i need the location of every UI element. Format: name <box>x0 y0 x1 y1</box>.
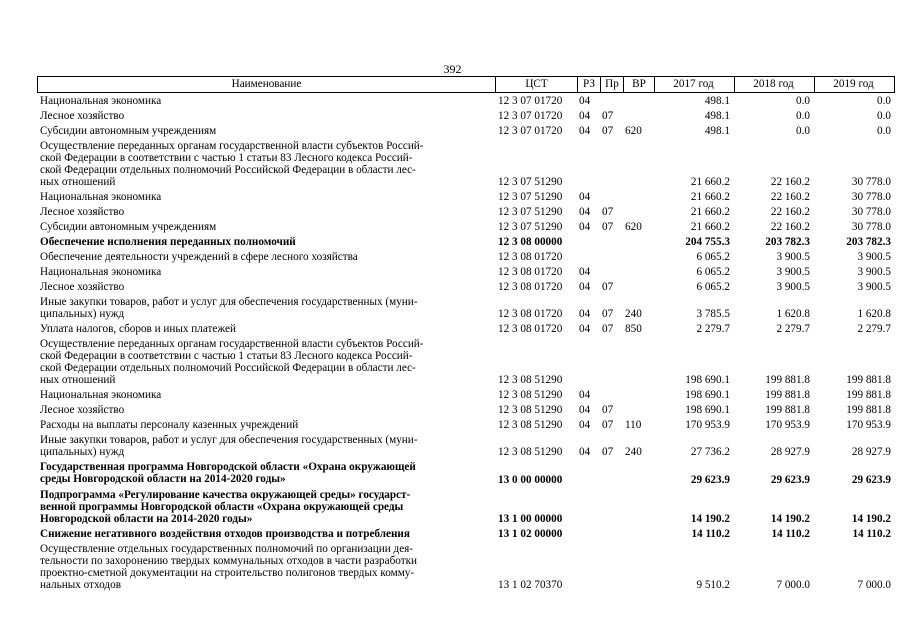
row-2017: 2 279.7 <box>696 323 730 336</box>
row-rz: 04 <box>579 323 591 336</box>
row-name: Обеспечение исполнения переданных полномочий <box>40 236 296 248</box>
row-2018: 22 160.2 <box>770 176 810 188</box>
row-rz: 04 <box>579 308 591 321</box>
row-cst: 12 3 07 51290 <box>498 206 563 218</box>
table-header <box>37 76 895 93</box>
row-2018: 14 190.2 <box>770 513 810 526</box>
row-name: Иные закупки товаров, работ и услуг для обеспечения государственных (муни- ципальных) нужд <box>40 296 418 321</box>
row-pr: 07 <box>602 323 614 336</box>
row-cst: 13 1 02 00000 <box>498 528 563 541</box>
row-cst: 12 3 07 01720 <box>498 95 563 107</box>
header-2019: 2019 год <box>814 77 895 92</box>
row-2017: 498.1 <box>704 95 730 107</box>
row-2018: 29 623.9 <box>770 473 810 486</box>
row-2018: 0.0 <box>796 95 810 107</box>
row-2018: 22 160.2 <box>770 206 810 218</box>
row-2017: 9 510.2 <box>696 579 730 592</box>
row-2018: 28 927.9 <box>770 446 810 459</box>
row-name: Государственная программа Новгородской области «Охрана окружающей среды Новгородской области на 2014-2020 годы» <box>40 461 416 486</box>
row-2019: 7 000.0 <box>857 579 891 592</box>
row-vr: 620 <box>625 221 642 233</box>
row-2017: 21 660.2 <box>690 221 730 233</box>
row-cst: 12 3 07 51290 <box>498 191 563 203</box>
row-cst: 13 1 02 70370 <box>498 579 563 592</box>
row-2018: 0.0 <box>796 125 810 137</box>
row-cst: 12 3 08 51290 <box>498 374 563 387</box>
row-name: Субсидии автономным учреждениям <box>40 125 217 137</box>
row-name: Обеспечение деятельности учреждений в сфере лесного хозяйства <box>40 251 358 264</box>
row-rz: 04 <box>579 110 591 122</box>
row-2018: 199 881.8 <box>765 389 810 402</box>
row-2017: 21 660.2 <box>690 206 730 218</box>
header-cst: ЦСТ <box>495 77 577 92</box>
row-2018: 2 279.7 <box>776 323 810 336</box>
table-row <box>37 138 895 189</box>
row-2019: 170 953.9 <box>846 419 891 432</box>
row-2017: 204 755.3 <box>685 236 730 249</box>
row-rz: 04 <box>579 191 591 203</box>
row-pr: 07 <box>602 419 614 432</box>
row-2017: 198 690.1 <box>685 389 730 402</box>
row-name: Национальная экономика <box>40 191 162 203</box>
table-row <box>37 219 895 234</box>
row-cst: 12 3 08 51290 <box>498 419 563 432</box>
row-2019: 199 881.8 <box>846 374 891 387</box>
table-row <box>37 108 895 123</box>
table-row <box>37 487 895 527</box>
row-cst: 12 3 08 01720 <box>498 308 563 321</box>
row-cst: 12 3 08 01720 <box>498 266 563 279</box>
row-rz: 04 <box>579 125 591 137</box>
table-row <box>37 294 895 321</box>
row-name: Расходы на выплаты персоналу казенных учреждений <box>40 419 299 432</box>
row-name: Лесное хозяйство <box>40 110 125 122</box>
row-name: Осуществление отдельных государственных полномочий по организации дея- тельности по захоронению твердых коммунальных отходов в части разработки проектно-сметной документации на строительство полигонов твердых комму- нальных отходов <box>40 543 418 592</box>
row-2019: 3 900.5 <box>857 281 891 294</box>
row-rz: 04 <box>579 446 591 459</box>
row-cst: 12 3 07 51290 <box>498 176 563 188</box>
row-vr: 620 <box>625 125 642 137</box>
row-2018: 1 620.8 <box>776 308 810 321</box>
table-row <box>37 123 895 138</box>
row-name: Уплата налогов, сборов и иных платежей <box>40 323 236 336</box>
row-2017: 198 690.1 <box>685 404 730 417</box>
row-2017: 170 953.9 <box>685 419 730 432</box>
header-rz: РЗ <box>577 77 600 92</box>
row-2018: 199 881.8 <box>765 374 810 387</box>
row-cst: 13 0 00 00000 <box>498 473 563 486</box>
row-cst: 12 3 08 00000 <box>498 236 563 249</box>
header-name: Наименование <box>37 77 495 92</box>
row-name: Лесное хозяйство <box>40 281 125 294</box>
row-name: Снижение негативного воздействия отходов производства и потребления <box>40 528 410 541</box>
row-2019: 14 110.2 <box>852 528 891 541</box>
row-cst: 13 1 00 00000 <box>498 513 563 526</box>
row-2019: 0.0 <box>877 95 891 107</box>
row-2018: 14 110.2 <box>771 528 810 541</box>
table-body <box>37 93 895 592</box>
row-name: Осуществление переданных органам государственной власти субъектов Россий- ской Федерации в соответствии с частью 1 статьи 83 Лесного кодекса Россий- ской Федерации отдельных полномочий Российской Федерации в области лес- ных отношений <box>40 338 424 387</box>
row-2019: 30 778.0 <box>851 206 891 218</box>
header-pr: Пр <box>600 77 623 92</box>
budget-table <box>37 76 895 592</box>
row-name: Лесное хозяйство <box>40 206 125 218</box>
table-row <box>37 234 895 249</box>
row-pr: 07 <box>602 110 614 122</box>
row-2018: 7 000.0 <box>776 579 810 592</box>
row-vr: 240 <box>625 446 642 459</box>
row-2019: 199 881.8 <box>846 389 891 402</box>
row-2017: 498.1 <box>704 125 730 137</box>
table-row <box>37 249 895 264</box>
row-vr: 110 <box>625 419 642 432</box>
row-cst: 12 3 08 01720 <box>498 251 563 264</box>
header-2018: 2018 год <box>734 77 814 92</box>
row-2017: 198 690.1 <box>685 374 730 387</box>
row-2017: 27 736.2 <box>690 446 730 459</box>
row-2018: 22 160.2 <box>770 221 810 233</box>
page-number: 392 <box>443 62 462 76</box>
row-2018: 22 160.2 <box>770 191 810 203</box>
row-2017: 21 660.2 <box>690 176 730 188</box>
row-2017: 14 110.2 <box>691 528 730 541</box>
row-cst: 12 3 07 01720 <box>498 125 563 137</box>
row-2018: 0.0 <box>796 110 810 122</box>
row-name: Субсидии автономным учреждениям <box>40 221 217 233</box>
row-2019: 199 881.8 <box>846 404 891 417</box>
row-cst: 12 3 07 51290 <box>498 221 563 233</box>
row-2017: 29 623.9 <box>690 473 730 486</box>
row-2019: 2 279.7 <box>857 323 891 336</box>
row-name: Иные закупки товаров, работ и услуг для обеспечения государственных (муни- ципальных) нужд <box>40 434 418 459</box>
row-2018: 3 900.5 <box>776 266 810 279</box>
table-row <box>37 432 895 459</box>
row-2019: 14 190.2 <box>851 513 891 526</box>
row-rz: 04 <box>579 95 591 107</box>
row-2019: 0.0 <box>877 125 891 137</box>
row-2017: 14 190.2 <box>690 513 730 526</box>
row-2018: 3 900.5 <box>776 251 810 264</box>
row-2017: 498.1 <box>704 110 730 122</box>
row-rz: 04 <box>579 266 591 279</box>
row-2018: 203 782.3 <box>765 236 810 249</box>
row-2019: 28 927.9 <box>851 446 891 459</box>
table-row <box>37 189 895 204</box>
row-2018: 170 953.9 <box>765 419 810 432</box>
row-2019: 30 778.0 <box>851 191 891 203</box>
row-pr: 07 <box>602 446 614 459</box>
row-cst: 12 3 07 01720 <box>498 110 563 122</box>
row-rz: 04 <box>579 419 591 432</box>
row-pr: 07 <box>602 221 614 233</box>
row-name: Лесное хозяйство <box>40 404 125 417</box>
row-pr: 07 <box>602 281 614 294</box>
row-pr: 07 <box>602 125 614 137</box>
header-vr: ВР <box>623 77 654 92</box>
row-2019: 29 623.9 <box>851 473 891 486</box>
row-2019: 3 900.5 <box>857 266 891 279</box>
row-name: Национальная экономика <box>40 95 162 107</box>
table-row <box>37 279 895 294</box>
table-row <box>37 336 895 387</box>
row-rz: 04 <box>579 404 591 417</box>
row-cst: 12 3 08 51290 <box>498 389 563 402</box>
row-pr: 07 <box>602 404 614 417</box>
table-row <box>37 402 895 417</box>
row-rz: 04 <box>579 221 591 233</box>
row-rz: 04 <box>579 206 591 218</box>
row-2019: 3 900.5 <box>857 251 891 264</box>
header-2017: 2017 год <box>654 77 734 92</box>
table-row <box>37 541 895 592</box>
row-vr: 240 <box>625 308 642 321</box>
row-2019: 30 778.0 <box>851 221 891 233</box>
row-rz: 04 <box>579 281 591 294</box>
table-row <box>37 387 895 402</box>
row-name: Осуществление переданных органам государственной власти субъектов Россий- ской Федерации в соответствии с частью 1 статьи 83 Лесного кодекса Россий- ской Федерации отдельных полномочий Российской Федерации в области лес- ных отношений <box>40 140 424 188</box>
row-name: Национальная экономика <box>40 389 162 402</box>
row-cst: 12 3 08 51290 <box>498 404 563 417</box>
row-name: Национальная экономика <box>40 266 162 279</box>
table-row <box>37 526 895 541</box>
table-row <box>37 321 895 336</box>
row-cst: 12 3 08 01720 <box>498 281 563 294</box>
row-2018: 3 900.5 <box>776 281 810 294</box>
row-2019: 203 782.3 <box>846 236 891 249</box>
row-2017: 21 660.2 <box>690 191 730 203</box>
row-2018: 199 881.8 <box>765 404 810 417</box>
row-2019: 0.0 <box>877 110 891 122</box>
row-cst: 12 3 08 51290 <box>498 446 563 459</box>
table-row <box>37 204 895 219</box>
row-rz: 04 <box>579 389 591 402</box>
row-vr: 850 <box>625 323 642 336</box>
row-2019: 1 620.8 <box>857 308 891 321</box>
row-2019: 30 778.0 <box>851 176 891 188</box>
table-row <box>37 264 895 279</box>
table-row <box>37 459 895 486</box>
row-name: Подпрограмма «Регулирование качества окружающей среды» государст- венной программы Новгородской области «Охрана окружающей среды Новгородской области на 2014-2020 годы» <box>40 488 411 526</box>
table-row <box>37 93 895 108</box>
table-row <box>37 417 895 432</box>
row-cst: 12 3 08 01720 <box>498 323 563 336</box>
row-2017: 3 785.5 <box>696 308 730 321</box>
row-pr: 07 <box>602 206 614 218</box>
row-pr: 07 <box>602 308 614 321</box>
row-2017: 6 065.2 <box>696 251 730 264</box>
row-2017: 6 065.2 <box>696 281 730 294</box>
row-2017: 6 065.2 <box>696 266 730 279</box>
